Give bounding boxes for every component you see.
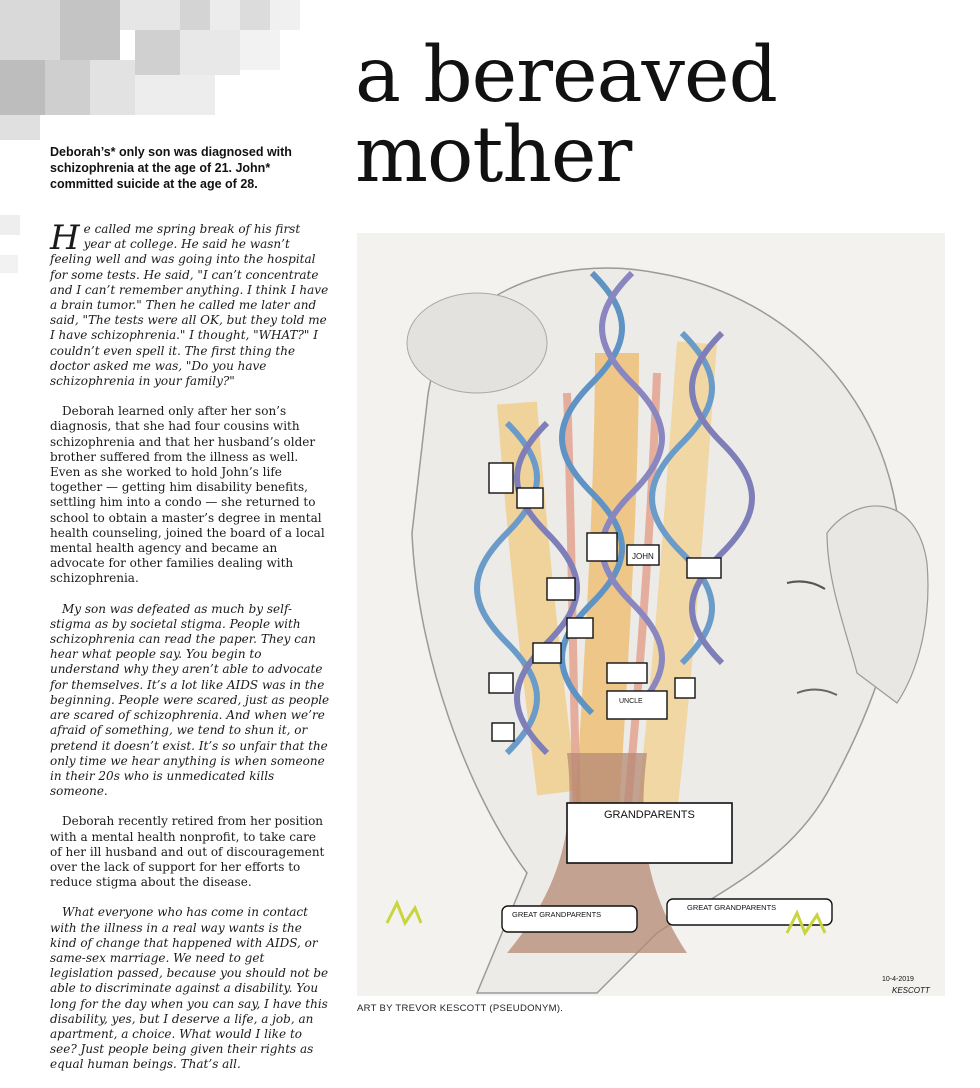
article-paragraph-2: Deborah learned only after her son’s diagnosis, that she had four cousins with schizophrenia and that her husband’s older brother suffered from the illness as well. Even as she worked to hold John’s life together — getting him disability benefits, settling him into a condo — she returned to school to obtain a master’s degree in mental health counseling, joined the board of a local mental health agency and became an advocate for other families dealing with schizophrenia. — [50, 404, 325, 586]
article-paragraph-5: What everyone who has come in contact with the illness in a real way wants is the kind of change that happened with AIDS, or same-sex marriage. We need to get legislation passed, because you should not be able to discriminate against a disability. You long for the day when you can say, I have this disability, yes, but I deserve a life, a job, an apartment, a choice. What would I like to see? Just people being given their rights as equal human beings. That’s all. — [50, 905, 329, 1072]
label-john: JOHN — [632, 552, 654, 561]
label-great-grandparents-left: GREAT GRANDPARENTS — [512, 910, 602, 919]
artist-signature: KESCOTT — [892, 986, 930, 995]
label-uncle: UNCLE — [619, 698, 643, 705]
artwork-drawing — [357, 233, 945, 996]
artwork-illustration — [357, 233, 945, 996]
hair-bun — [407, 293, 547, 393]
article-paragraph-1 — [50, 218, 330, 389]
paragraph-1-text: e called me spring break of his first year at college. He said he wasn’t feeling well and was going into the hospital for some tests. He said, "I can’t concentrate and I can’t remember anything. I think I have a brain tumor." Then he called me later and said, "The tests were all OK, but they told me I have schizophrenia." I thought, "WHAT?" I couldn’t even spell it. The first thing the doctor asked me was, "Do you have schizophrenia in your family?" — [50, 222, 329, 389]
article-body — [50, 218, 330, 1088]
art-credit: ART BY TREVOR KESCOTT (PSEUDONYM). — [357, 1003, 564, 1014]
drop-cap: H — [50, 218, 80, 258]
page-title — [355, 31, 777, 200]
article-paragraph-3: My son was defeated as much by self-stigma as by societal stigma. People with schizophrenia can read the paper. They can hear what people say. You begin to understand why they aren’t able to advocate for themselves. It’s a lot like AIDS was in the beginning. People were scared, just as people are scared of schizophrenia. And when we’re afraid of something, we tend to shun it, or pretend it doesn’t exist. It’s so unfair that the only time we hear anything is when someone in their 20s who is unmedicated kills someone. — [50, 601, 330, 799]
article-paragraph-4: Deborah recently retired from her position with a mental health nonprofit, to take care of her ill husband and out of discouragement over the lack of support for her efforts to reduce stigma about the disease. — [50, 814, 325, 890]
title-line-2: mother — [355, 111, 632, 200]
label-great-grandparents-right: GREAT GRANDPARENTS — [687, 903, 777, 912]
title-line-1: a bereaved — [355, 31, 777, 120]
artwork-date: 10-4-2019 — [882, 976, 914, 983]
label-grandparents: GRANDPARENTS — [604, 809, 695, 821]
deck-summary: Deborah’s* only son was diagnosed with schizophrenia at the age of 21. John* committed suicide at the age of 28. — [50, 145, 292, 191]
